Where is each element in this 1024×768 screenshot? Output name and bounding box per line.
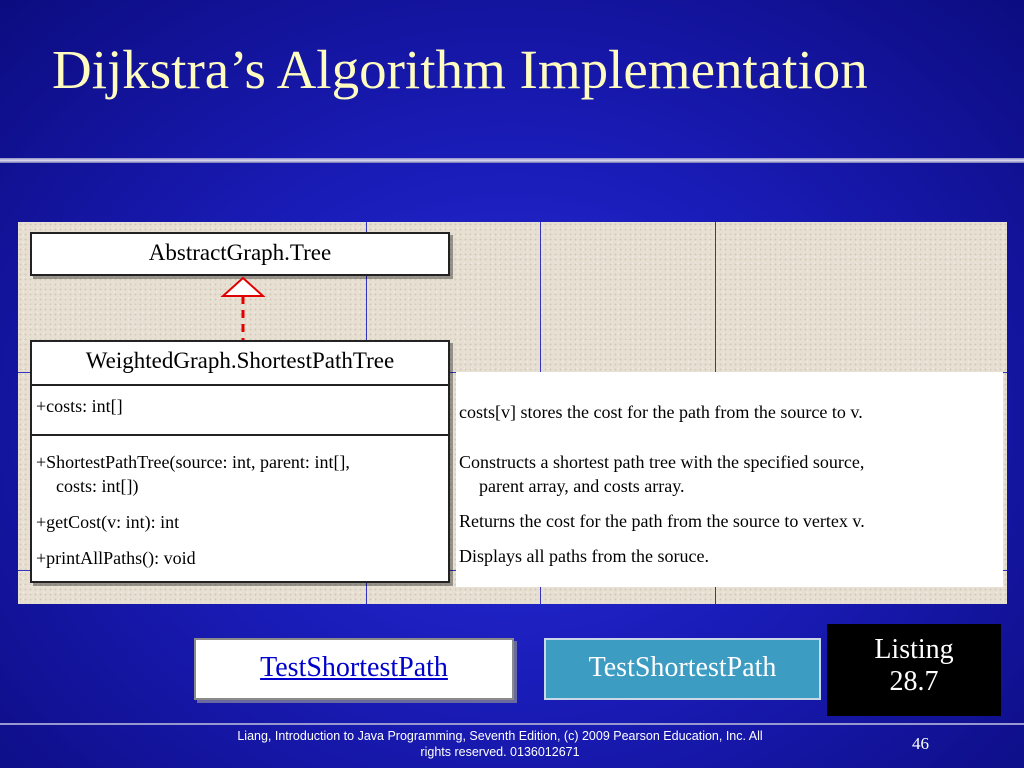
description-constructor: Constructs a shortest path tree with the specified source,	[459, 452, 865, 472]
parent-class-name: AbstractGraph.Tree	[148, 240, 332, 265]
attribute-costs: +costs: int[]	[36, 396, 123, 416]
footer-divider	[0, 723, 1024, 725]
description-getcost: Returns the cost for the path from the source to vertex v.	[459, 511, 865, 531]
page-number: 46	[912, 734, 929, 753]
description-constructor-cont: parent array, and costs array.	[479, 476, 685, 496]
description-costs: costs[v] stores the cost for the path from the source to v.	[459, 402, 863, 422]
footer-copyright	[190, 728, 810, 760]
class-name: WeightedGraph.ShortestPathTree	[32, 342, 448, 386]
footer-line-2: rights reserved. 0136012671	[420, 745, 580, 759]
test-shortest-path-link[interactable]: TestShortestPath	[194, 638, 514, 700]
class-attributes	[32, 386, 448, 436]
listing-label: Listing	[874, 634, 954, 665]
parent-class-box	[30, 232, 450, 276]
operation-constructor-cont: costs: int[])	[56, 476, 139, 496]
inheritance-arrow-icon	[218, 276, 268, 342]
title-divider	[0, 158, 1024, 163]
class-box	[30, 340, 450, 583]
test-shortest-path-button[interactable]: TestShortestPath	[544, 638, 821, 700]
operation-constructor: +ShortestPathTree(source: int, parent: int[],	[36, 452, 350, 472]
description-panel	[456, 372, 1003, 587]
operation-printallpaths: +printAllPaths(): void	[36, 548, 196, 568]
listing-number: 28.7	[889, 666, 939, 697]
footer-line-1: Liang, Introduction to Java Programming, Seventh Edition, (c) 2009 Pearson Education, Inc. All	[237, 729, 763, 743]
operation-getcost: +getCost(v: int): int	[36, 512, 180, 532]
description-printallpaths: Displays all paths from the soruce.	[459, 546, 709, 566]
class-operations	[32, 436, 448, 570]
uml-diagram	[18, 222, 1007, 604]
listing-badge	[827, 624, 1001, 716]
slide-title: Dijkstra’s Algorithm Implementation	[52, 39, 868, 100]
